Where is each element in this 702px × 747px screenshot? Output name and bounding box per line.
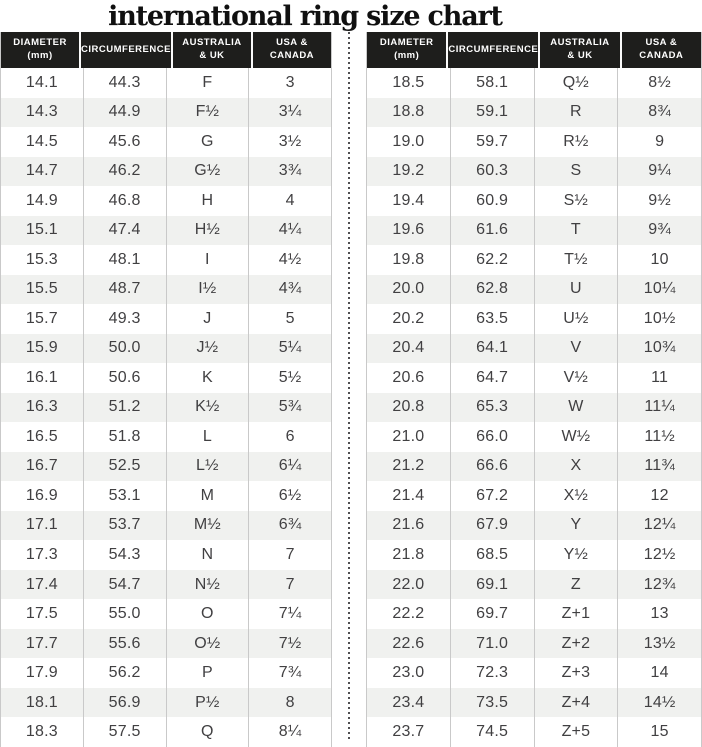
table-cell: 4¾ [248, 275, 331, 305]
table-cell: 69.7 [450, 599, 534, 629]
table-cell: N [166, 540, 249, 570]
table-body-right [367, 68, 701, 747]
table-cell: 48.7 [83, 275, 166, 305]
table-cell: 50.0 [83, 334, 166, 364]
table-cell: 67.2 [450, 481, 534, 511]
table-cell: 14.9 [25, 191, 58, 209]
table-cell: 7¼ [248, 599, 331, 629]
table-cell: P [166, 658, 249, 688]
table-cell: 13½ [617, 629, 701, 659]
table-cell: V [534, 334, 618, 364]
table-cell: Z+5 [534, 717, 618, 747]
header-cell [251, 32, 331, 68]
table-row [367, 393, 701, 423]
table-cell: 10¼ [617, 275, 701, 305]
header-label: CIRCUMFERENCE [448, 43, 539, 55]
table-row [1, 275, 331, 305]
page-title: international ring size chart [108, 1, 502, 32]
table-cell: 21.0 [392, 427, 425, 445]
table-cell: 19.0 [392, 132, 425, 150]
table-header-left [1, 32, 331, 68]
table-cell: 3¾ [248, 157, 331, 187]
table-cell: H [166, 186, 249, 216]
table-cell: 46.8 [83, 186, 166, 216]
table-cell: 20.2 [392, 309, 425, 327]
table-row [1, 629, 331, 659]
table-cell: 17.9 [25, 664, 58, 682]
table-cell: 11¾ [617, 452, 701, 482]
table-cell: 13 [617, 599, 701, 629]
table-cell: 5 [248, 304, 331, 334]
table-cell: 20.6 [392, 368, 425, 386]
table-row [1, 304, 331, 334]
table-row [1, 393, 331, 423]
table-cell: 15.3 [25, 250, 58, 268]
table-row [367, 245, 701, 275]
table-cell: 66.0 [450, 422, 534, 452]
table-cell: 17.3 [25, 546, 58, 563]
table-cell: 66.6 [450, 452, 534, 482]
table-cell: R½ [534, 127, 618, 157]
table-cell: 4 [248, 186, 331, 216]
table-cell: 6 [248, 422, 331, 452]
table-cell: 63.5 [450, 304, 534, 334]
table-cell: 14.3 [25, 103, 58, 121]
table-cell: 21.8 [392, 546, 425, 563]
table-cell: J½ [166, 334, 249, 364]
table-cell: 14 [617, 658, 701, 688]
header-label: & UK [567, 50, 593, 61]
table-cell: T [534, 216, 618, 246]
header-label: CANADA [639, 50, 684, 61]
table-cell: H½ [166, 216, 249, 246]
table-cell: 17.7 [25, 634, 58, 652]
table-row [1, 186, 331, 216]
table-cell: 15.9 [25, 339, 58, 357]
table-cell: 7¾ [248, 658, 331, 688]
table-cell: 69.1 [450, 570, 534, 600]
table-cell: 21.4 [392, 486, 425, 504]
table-cell: S [534, 157, 618, 187]
table-cell: 65.3 [450, 393, 534, 423]
header-label: DIAMETER [379, 37, 434, 49]
table-cell: 7 [248, 570, 331, 600]
table-cell: X½ [534, 481, 618, 511]
table-cell: 6¼ [248, 452, 331, 482]
table-cell: 12 [617, 481, 701, 511]
table-cell: 54.7 [83, 570, 166, 600]
table-cell: N½ [166, 570, 249, 600]
table-row [367, 422, 701, 452]
table-cell: 8 [248, 688, 331, 718]
table-cell: 8¼ [248, 717, 331, 747]
table-cell: 68.5 [450, 540, 534, 570]
table-cell: 59.1 [450, 98, 534, 128]
header-label: CIRCUMFERENCE [81, 43, 171, 55]
header-label: DIAMETER [13, 37, 67, 49]
table-cell: 19.8 [392, 250, 425, 268]
table-cell: Z+1 [534, 599, 618, 629]
table-cell: 49.3 [83, 304, 166, 334]
table-cell: 17.4 [25, 575, 58, 593]
table-cell: 55.6 [83, 629, 166, 659]
table-cell: 51.2 [83, 393, 166, 423]
table-cell: 46.2 [83, 157, 166, 187]
table-row [367, 186, 701, 216]
table-row [367, 304, 701, 334]
table-cell: 44.9 [83, 98, 166, 128]
table-cell: W [534, 393, 618, 423]
table-row [1, 481, 331, 511]
table-cell: 18.3 [25, 723, 58, 741]
table-cell: 74.5 [450, 717, 534, 747]
table-cell: 45.6 [83, 127, 166, 157]
table-row [367, 98, 701, 128]
table-cell: 67.9 [450, 511, 534, 541]
table-cell: 18.1 [25, 693, 58, 711]
header-label: (mm) [27, 50, 53, 61]
table-cell: 20.8 [392, 398, 425, 416]
table-cell: 16.9 [25, 486, 58, 504]
table-row [367, 481, 701, 511]
table-cell: 52.5 [83, 452, 166, 482]
table-cell: 72.3 [450, 658, 534, 688]
table-cell: 55.0 [83, 599, 166, 629]
table-cell: 12¼ [617, 511, 701, 541]
table-cell: K½ [166, 393, 249, 423]
table-cell: 20.4 [392, 339, 425, 357]
table-cell: 11¼ [617, 393, 701, 423]
ring-size-table-left [0, 32, 332, 747]
table-cell: 10½ [617, 304, 701, 334]
table-cell: Z+3 [534, 658, 618, 688]
table-cell: 58.1 [450, 68, 534, 98]
table-cell: 62.8 [450, 275, 534, 305]
table-cell: 5½ [248, 363, 331, 393]
table-cell: 60.3 [450, 157, 534, 187]
table-cell: 8¾ [617, 98, 701, 128]
table-cell: L½ [166, 452, 249, 482]
table-cell: 17.5 [25, 605, 58, 623]
table-cell: 15.1 [25, 221, 58, 239]
table-cell: 9¼ [617, 157, 701, 187]
table-cell: 14½ [617, 688, 701, 718]
table-row [1, 157, 331, 187]
table-cell: 44.3 [83, 68, 166, 98]
table-header-right [367, 32, 701, 68]
table-row [367, 570, 701, 600]
table-row [1, 363, 331, 393]
table-cell: I½ [166, 275, 249, 305]
table-cell: U [534, 275, 618, 305]
table-cell: 6¾ [248, 511, 331, 541]
table-row [367, 511, 701, 541]
table-cell: 16.1 [25, 368, 58, 386]
table-cell: L [166, 422, 249, 452]
table-cell: 18.5 [392, 73, 425, 91]
header-cell [79, 32, 171, 68]
table-cell: 64.7 [450, 363, 534, 393]
table-row [367, 540, 701, 570]
table-cell: O½ [166, 629, 249, 659]
table-cell: 3 [248, 68, 331, 98]
table-cell: 7½ [248, 629, 331, 659]
table-cell: 4½ [248, 245, 331, 275]
table-cell: 51.8 [83, 422, 166, 452]
table-cell: M½ [166, 511, 249, 541]
table-cell: 11½ [617, 422, 701, 452]
table-cell: 21.6 [392, 516, 425, 534]
table-cell: 47.4 [83, 216, 166, 246]
table-row [1, 216, 331, 246]
table-row [367, 363, 701, 393]
table-row [1, 511, 331, 541]
table-cell: Y [534, 511, 618, 541]
table-cell: K [166, 363, 249, 393]
table-cell: Y½ [534, 540, 618, 570]
table-cell: Q [166, 717, 249, 747]
table-row [367, 688, 701, 718]
header-cell [1, 32, 79, 68]
header-cell [171, 32, 251, 68]
table-cell: J [166, 304, 249, 334]
table-cell: G½ [166, 157, 249, 187]
header-label: & UK [199, 50, 225, 61]
table-cell: Q½ [534, 68, 618, 98]
table-cell: 4¼ [248, 216, 331, 246]
table-cell: X [534, 452, 618, 482]
table-cell: 48.1 [83, 245, 166, 275]
table-row [1, 717, 331, 747]
header-cell [620, 32, 701, 68]
table-row [367, 157, 701, 187]
table-row [367, 717, 701, 747]
table-cell: 16.7 [25, 457, 58, 475]
table-row [1, 68, 331, 98]
table-row [1, 245, 331, 275]
table-cell: 19.4 [392, 191, 425, 209]
table-cell: 14.1 [25, 73, 58, 91]
table-cell: 14.7 [25, 162, 58, 180]
table-cell: F [166, 68, 249, 98]
table-cell: 56.9 [83, 688, 166, 718]
table-row [367, 599, 701, 629]
table-row [1, 688, 331, 718]
table-cell: R [534, 98, 618, 128]
table-cell: 15.5 [25, 280, 58, 298]
table-cell: 21.2 [392, 457, 425, 475]
header-label: CANADA [269, 50, 315, 61]
table-body-left [1, 68, 331, 747]
table-cell: 16.5 [25, 427, 58, 445]
table-cell: 5¾ [248, 393, 331, 423]
table-cell: S½ [534, 186, 618, 216]
table-cell: 53.1 [83, 481, 166, 511]
table-cell: 22.0 [392, 575, 425, 593]
table-row [367, 127, 701, 157]
table-cell: O [166, 599, 249, 629]
table-row [367, 334, 701, 364]
table-cell: 22.2 [392, 605, 425, 623]
table-cell: Z [534, 570, 618, 600]
table-cell: Z+4 [534, 688, 618, 718]
header-label: AUSTRALIA [550, 37, 610, 49]
table-cell: 61.6 [450, 216, 534, 246]
table-cell: 56.2 [83, 658, 166, 688]
table-row [1, 422, 331, 452]
table-cell: 59.7 [450, 127, 534, 157]
table-cell: 57.5 [83, 717, 166, 747]
table-cell: 22.6 [392, 634, 425, 652]
table-cell: 23.7 [392, 723, 425, 741]
table-row [1, 658, 331, 688]
table-cell: 10 [617, 245, 701, 275]
table-cell: 5¼ [248, 334, 331, 364]
table-cell: 14.5 [25, 132, 58, 150]
header-cell [367, 32, 446, 68]
table-cell: 15 [617, 717, 701, 747]
table-cell: 62.2 [450, 245, 534, 275]
table-row [1, 599, 331, 629]
table-cell: 20.0 [392, 280, 425, 298]
header-label: USA & [276, 37, 308, 49]
table-cell: 60.9 [450, 186, 534, 216]
table-cell: 53.7 [83, 511, 166, 541]
table-cell: 19.2 [392, 162, 425, 180]
table-row [1, 570, 331, 600]
table-row [1, 127, 331, 157]
table-row [367, 216, 701, 246]
table-cell: 8½ [617, 68, 701, 98]
table-cell: 10¾ [617, 334, 701, 364]
tables-container [0, 32, 702, 747]
table-cell: T½ [534, 245, 618, 275]
table-cell: 16.3 [25, 398, 58, 416]
table-cell: 11 [617, 363, 701, 393]
table-cell: I [166, 245, 249, 275]
table-cell: 3½ [248, 127, 331, 157]
table-row [367, 452, 701, 482]
table-cell: U½ [534, 304, 618, 334]
table-cell: 64.1 [450, 334, 534, 364]
dotted-divider [332, 32, 366, 747]
table-cell: 23.4 [392, 693, 425, 711]
table-cell: W½ [534, 422, 618, 452]
table-cell: 12½ [617, 540, 701, 570]
table-cell: 50.6 [83, 363, 166, 393]
table-cell: 9¾ [617, 216, 701, 246]
table-cell: 9½ [617, 186, 701, 216]
table-cell: 3¼ [248, 98, 331, 128]
table-cell: 71.0 [450, 629, 534, 659]
table-row [367, 658, 701, 688]
table-cell: 6½ [248, 481, 331, 511]
table-cell: 18.8 [392, 103, 425, 121]
table-cell: 73.5 [450, 688, 534, 718]
table-row [1, 540, 331, 570]
table-cell: 7 [248, 540, 331, 570]
table-row [367, 275, 701, 305]
table-cell: P½ [166, 688, 249, 718]
table-cell: 12¾ [617, 570, 701, 600]
table-cell: G [166, 127, 249, 157]
table-cell: 15.7 [25, 309, 58, 327]
table-row [1, 334, 331, 364]
table-row [1, 98, 331, 128]
table-row [367, 68, 701, 98]
table-cell: V½ [534, 363, 618, 393]
header-cell [538, 32, 619, 68]
table-cell: M [166, 481, 249, 511]
ring-size-table-right [366, 32, 702, 747]
header-label: (mm) [394, 50, 420, 61]
table-row [367, 629, 701, 659]
table-cell: 9 [617, 127, 701, 157]
table-cell: Z+2 [534, 629, 618, 659]
header-label: AUSTRALIA [182, 37, 242, 49]
header-cell [446, 32, 538, 68]
table-cell: 23.0 [392, 664, 425, 682]
header-label: USA & [645, 37, 678, 49]
table-cell: F½ [166, 98, 249, 128]
table-cell: 54.3 [83, 540, 166, 570]
table-row [1, 452, 331, 482]
table-cell: 19.6 [392, 221, 425, 239]
table-cell: 17.1 [25, 516, 58, 534]
